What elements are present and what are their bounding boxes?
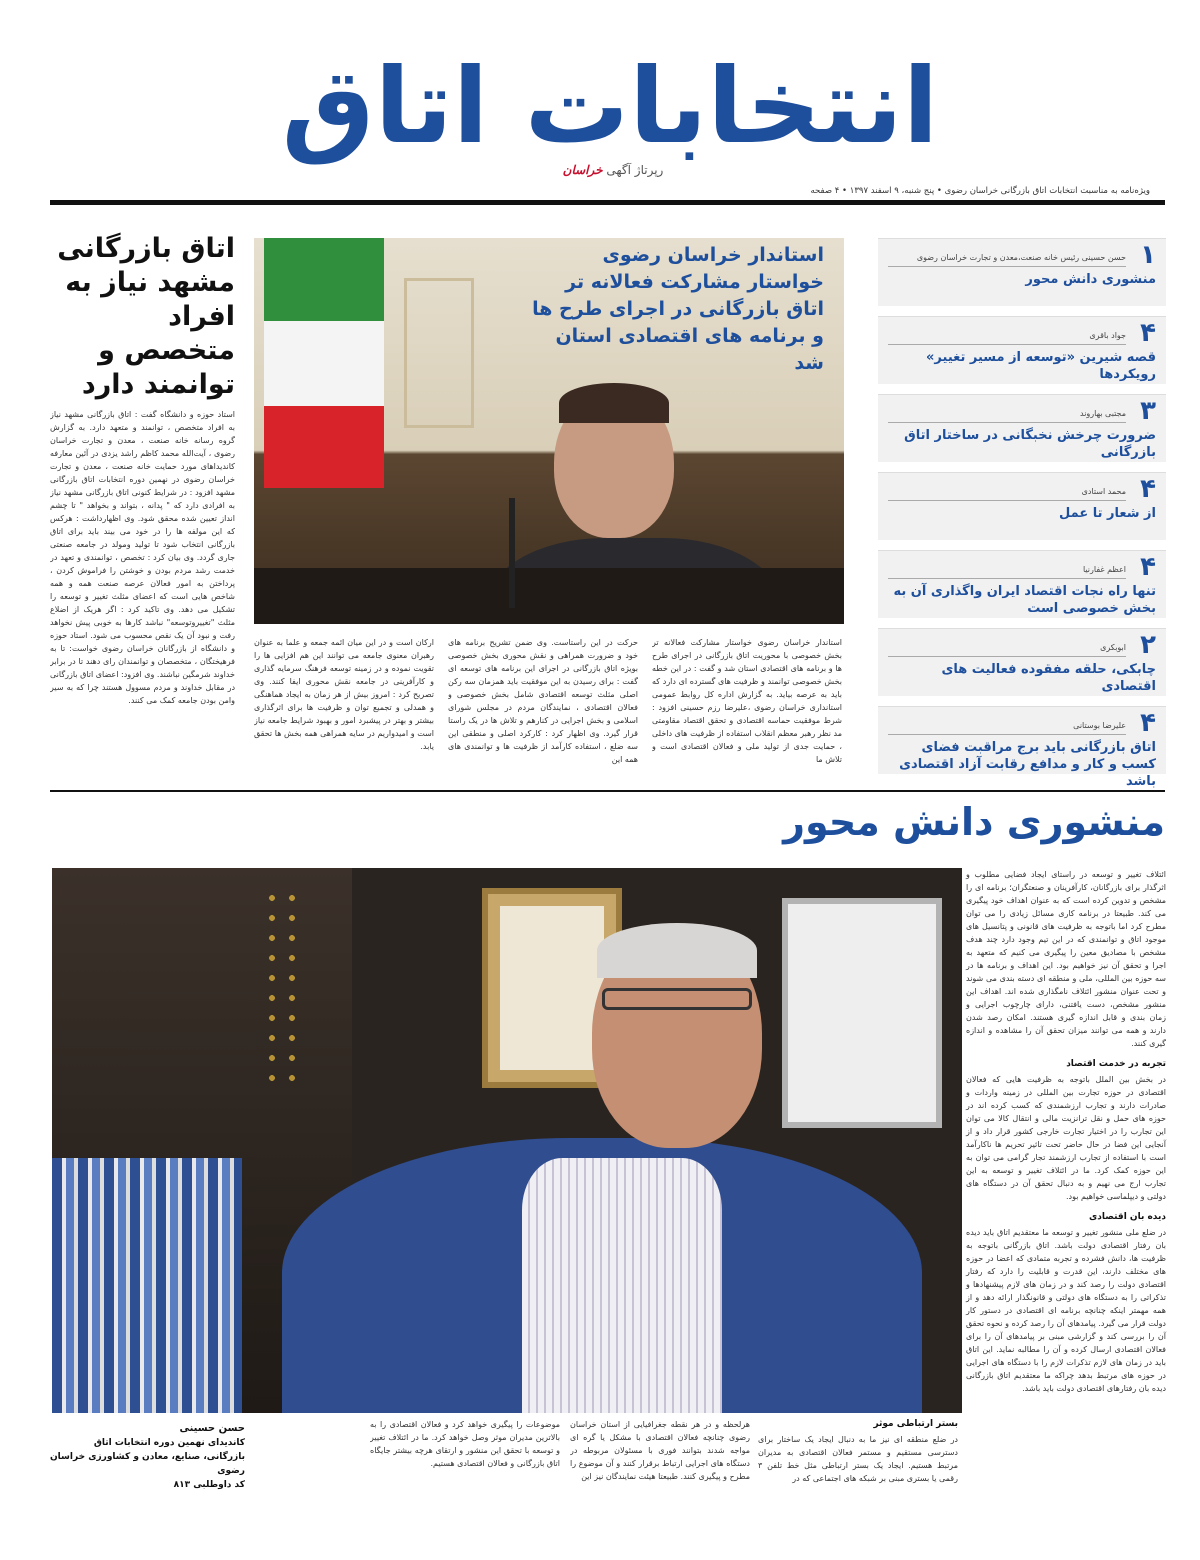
lead-column-1: استاندار خراسان رضوی خواستار مشارکت فعالانه تر بخش خصوصی با محوریت اتاق بازرگانی در اجرای طرح ها و برنامه های اقتصادی استان شد و گفت : در این خطه بخش خصوصی توانمند و ظرفیت های گسترده ای دارد که باید به عرصه بیاید. به گزارش اداره کل روابط عمومی استانداری خراسان رضوی ،علیرضا رزم حسینی افزود : شرط موفقیت حماسه اقتصادی و تحقق اقتصاد مقاومتی مد نظر رهبر معظم انقلاب استفاده از ظرفیت های داخلی ، حمایت جدی از تولید ملی و فعالان اقتصادی است و تلاش ما [652,638,842,764]
wall-panel [404,278,474,428]
index-author: ابوبکری [1100,643,1126,652]
headline-title[interactable]: اتاق بازرگانی مشهد نیاز به افراد متخصص و توانمند دارد [57,233,235,400]
lead-photo-headline[interactable]: استاندار خراسان رضوی خواستار مشارکت فعالانه تر اتاق بازرگانی در اجرای طرح ها و برنامه های اقتصادی استان شد [532,244,824,374]
feature-section-b: در ضلع ملی منشور تغییر و توسعه ما معتقدیم اتاق باید دیده بان رفتار اقتصادی دولت باشد. اتاق بازرگانی باتوجه به ظرفیت ها، دانش فشرده و تجربه متمادی که اعضا در حوزه های مختلف دارند، این قدرت و قابلیت را دارد که رفتار اقتصادی دولت را رصد کند و در زمان های لازم پیشنهادها و تذکراتی را به دستگاه های دولتی و قانونگذار ارائه دهد و از همه مهمتر اینکه چنانچه برنامه ای اقتصادی در دستور کار دولت قرار می گیرد. پیامدهای آن را رصد کرده و نحوه تحقق آن را بررسی کند و گزارشی مبنی بر پیامدهای آن را برای فعالان اقتصادی ارسال کرده و آن را مطالبه نماید. این اتاق باید در زمان های لازم تذکرات لازم را با دستگاه های اجرایی در حوزه های مرتبط بدهد چراکه ما معتقدیم اتاق بازرگانی دیده بان رفتارهای اقتصادی دولت باید باشد. [966,1228,1166,1393]
feature-photo [52,868,962,1413]
bottom-column-2: هرلحظه و در هر نقطه جغرافیایی از استان خراسان رضوی چنانچه فعالان اقتصادی با مشکل یا گره ای مواجه شدند بتوانند فوری با مسئولان مربوطه در دستگاه های اجرایی ارتباط برقرار کنند و آن موضوع را مطرح و پیگیری کنند. طبیعتا هیئت نمایندگان نیز این [570,1420,750,1481]
interviewee-shirt [522,1158,722,1413]
page-number: ۴ [1140,318,1156,348]
index-author: علیرضا بوستانی [1073,721,1126,730]
lead-column-3: ارکان است و در این میان ائمه جمعه و علما به عنوان رهبران معنوی جامعه می توانند این هم افزایی ها را تقویت نموده و در زمینه توسعه فرهنگ سرمایه گذاری و کارآفرینی در جامعه نقش محوری ایفا کنند. وی تصریح کرد : امروز بیش از هر زمان به ایجاد هماهنگی و همدلی و تجمیع توان و ظرفیت ها برای اثرگذاری بیشتر و بهتر در پیشبرد امور و بهبود شرایط جامعه نیاز است و امیدواریم در سایه همراهی همه بخش ها تحقق یابد. [254,638,434,751]
headline-body: استاد حوزه و دانشگاه گفت : اتاق بازرگانی مشهد نیاز به افراد متخصص ، توانمند و متعهد دارد. به گزارش گروه رسانه خانه صنعت ، معدن و تجارت خراسان رضوی ، آیت‌الله محمد کاظم راشد یزدی در آئین معارفه کاندیداهای مورد حمایت خانه صنعت ، معدن و تجارت خراسان رضوی در نهمین دوره انتخابات اتاق بازرگانی مشهد افزود : در شرایط کنونی اتاق بازرگانی مشهد نیاز به افرادی دارد که " پدانه ، بتواند و بخواهد " تا چشم انداز تعیین شده محقق شود. وی اظهارداشت : هرکس که این مولفه ها را در خود می بیند باید برای اتاق بازرگانی انتخاب شود تا تولید ومولد در جامعه صنعتی جاری گردد. وی بیان کرد : تخصص ، توانمندی و تعهد در خدمت رشد مردم بودن و خوشتن را فراموش کردن ، پرداختن به امور فعالان عرصه صنعت همه و همه شاخص هایی است که اعضای مثلث تغییر و توسعه را تشکیل می دهد. وی تاکید کرد : اگر هریک از اضلاع مثلث "تغییروتوسعه" نباشد کارها به خوبی پیش نخواهد رفت و نبود آن یک نقص محسوب می شود. استاد حوزه و دانشگاه از بازرگانان خراسان رضوی خواست: تا به فرهیختگان ، متخصصان و توانمندان رای دهند تا در برابر خداوند شرمگین نباشند. وی افزود: اعضای اتاق بازرگانی در مقابل خداوند و مردم مسوول هستند چرا که به سیر وامن بودن جامعه کمک می کنند. [50,410,235,705]
divider [888,734,1126,735]
page-number: ۱ [1140,240,1156,270]
divider [888,266,1126,267]
index-item[interactable] [878,472,1166,540]
lead-column-2: حرکت در این راستاست. وی ضمن تشریح برنامه های خود و ضرورت همراهی و نقش محوری بخش خصوصی بویژه اتاق بازرگانی در اجرای این برنامه های توسعه ای گفت : برای رسیدن به این موفقیت باید همزمان سه رکن اصلی مثلث توسعه اقتصادی شامل بخش خصوصی و فعالان اقتصادی ، نمایندگان مردم در مجلس شورای اسلامی و بخش اجرایی در کنارهم و تلاش ها در یک راستا قرار گیرد. وی اظهار کرد : کارکرد اصلی و منطقی این سه ضلع ، استفاده کارآمد از ظرفیت ها و توانمندی های همه این [448,638,638,764]
divider [888,578,1126,579]
index-item[interactable] [878,550,1166,618]
caption-role: کاندیدای نهمین دوره انتخابات اتاق بازرگانی، صنایع، معادن و کشاورزی خراسان رضوی [50,1438,245,1476]
microphone-icon [509,498,515,608]
top-rule [50,200,1165,205]
bottom-column-1 [758,1418,958,1548]
binders-image [52,1158,242,1413]
feature-title[interactable]: منشوری دانش محور [783,800,1165,844]
interviewee-hair [597,923,757,978]
masthead-tagline [270,163,950,177]
divider [888,422,1126,423]
divider [888,344,1126,345]
gold-plant-image [262,888,302,1088]
page-number: ۴ [1140,708,1156,738]
feature-section-a: در بخش بین الملل باتوجه به ظرفیت هایی که فعالان اقتصادی در حوزه تجارت بین المللی در زمینه واردات و صادرات دارند و تجارب ارزشمندی که کسب کرده اند در حوزه های حمل و نقل ترانزیت مالی و انتقال کالا می توان این تجارب را در اختیار تجارت خارجی کشور قرار داد و از آنجایی این فضا در حال حاضر تحت تاثیر تحریم ها ناکارآمد است با استفاده از تجارب ارزشمند تجار گرامی می توان به این حوزه کمک کرد. ما در ائتلاف تغییر و توسعه به این تجارب ارج می نهیم و به دنبال تحقق آن در دستگاه های دولتی و دیپلماسی خواهیم بود. [966,1075,1166,1201]
headline-story [50,232,235,953]
index-title: قصه شیرین «توسعه از مسیر تغییر» رویکردها [926,350,1156,382]
index-title: ضرورت چرخش نخبگانی در ساختار اتاق بازرگانی [904,428,1156,460]
divider [888,500,1126,501]
page-number: ۳ [1140,396,1156,426]
dateline: ویژه‌نامه به مناسبت انتخابات اتاق بازرگانی خراسان رضوی • پنج شنبه، ۹ اسفند ۱۳۹۷ • ۴ صفحه [810,186,1150,196]
index-title: چابکی، حلقه مفقوده فعالیت های اقتصادی [941,662,1156,694]
caption-name: حسن حسینی [179,1423,245,1434]
index-item[interactable] [878,628,1166,696]
subhead-watchdog: دیده بان اقتصادی [1089,1212,1166,1222]
feature-section-c: در ضلع منطقه ای نیز ما به دنبال ایجاد یک ساختار برای دسترسی مستقیم و مستمر فعالان اقتصادی به مدیران مرتبط هستیم. ایجاد یک بستر ارتباطی مثل خط تلفن ۳ رقمی یا بستری مبنی بر شبکه های اجتماعی که در [758,1435,958,1483]
index-author: حسن حسینی رئیس خانه صنعت،معدن و تجارت خراسان رضوی [916,253,1126,262]
feature-intro: ائتلاف تغییر و توسعه در راستای ایجاد فضایی مطلوب و اثرگذار برای بازرگانان، کارآفرینان و صنعتگران؛ برنامه ای را مشخص و تدوین کرده است که به عنوان اهداف خود پیگیری می کند. طبیعتا در برنامه کاری مسائل زیادی را می توان مطرح کرد اما باتوجه به ظرفیت های قانونی و پتانسیل های موجود اتاق و توانمندی که در این تیم وجود دارد چند هدف مشخص با مصادیق معین را پیگیری می کنیم که متعهد به اجرا و تحقق آن نیز خواهیم بود. این اهداف و برنامه ها در سه حوزه بین المللی، ملی و منطقه ای دسته بندی می شوند و تحت عنوان منشور ائتلاف نامگذاری شده اند. اهداف این منشور مشخص، دست یافتنی، دارای چارچوب اجرایی و زمان بندی و قابل اندازه گیری هستند. امکان رصد شدن دارند و همه می توانند میزان تحقق آن را مشاهده و اندازه گیری کنند. [966,870,1166,1048]
masthead [270,45,950,177]
tagline-text: رپرتاژ آگهی [606,163,664,177]
contents-index [878,238,1166,789]
index-title: از شعار تا عمل [1059,506,1156,521]
masthead-title: انتخابات اتاق [281,45,939,167]
index-title: منشوری دانش محور [1025,272,1156,287]
index-title: اتاق بازرگانی باید برج مراقبت فضای کسب و کار و مدافع رقابت آزاد اقتصادی باشد [899,740,1156,789]
index-item[interactable] [878,238,1166,306]
certificate-frame [782,898,942,1128]
index-item[interactable] [878,316,1166,384]
bottom-column-3: موضوعات را پیگیری خواهد کرد و فعالان اقتصادی را به بالاترین مدیران موثر وصل خواهد کرد. ما در ائتلاف تغییر و توسعه با تحقق این منشور و ارتقای هرچه بیشتر جایگاه اتاق بازرگانی و فعالان اقتصادی هستیم. [370,1420,560,1468]
subhead-experience: تجربه در خدمت اقتصاد [1066,1059,1166,1069]
subhead-communication: بستر ارتباطی موثر [873,1419,958,1429]
lead-photo [254,238,844,624]
index-item[interactable] [878,394,1166,462]
index-author: اعظم غفارنیا [1082,565,1126,574]
page-number: ۲ [1140,630,1156,660]
caption-code: کد داوطلبی ۸۱۳ [173,1480,245,1490]
speaker-hair [559,383,669,423]
iran-flag-image [264,238,384,488]
glasses-icon [602,988,752,1010]
index-author: محمد استادی [1081,487,1126,496]
feature-column-right [966,868,1166,1395]
index-author: جواد باقری [1089,331,1126,340]
index-title: تنها راه نجات اقتصاد ایران واگذاری آن به بخش خصوصی است [893,584,1156,616]
desk-image [254,568,844,624]
page-number: ۴ [1140,474,1156,504]
brand-logo: خراسان [562,163,603,177]
divider [888,656,1126,657]
photo-caption [50,1422,245,1492]
page-number: ۴ [1140,552,1156,582]
index-author: مجتبی بهاروند [1080,409,1126,418]
index-item[interactable] [878,706,1166,789]
section-rule [50,790,1165,792]
